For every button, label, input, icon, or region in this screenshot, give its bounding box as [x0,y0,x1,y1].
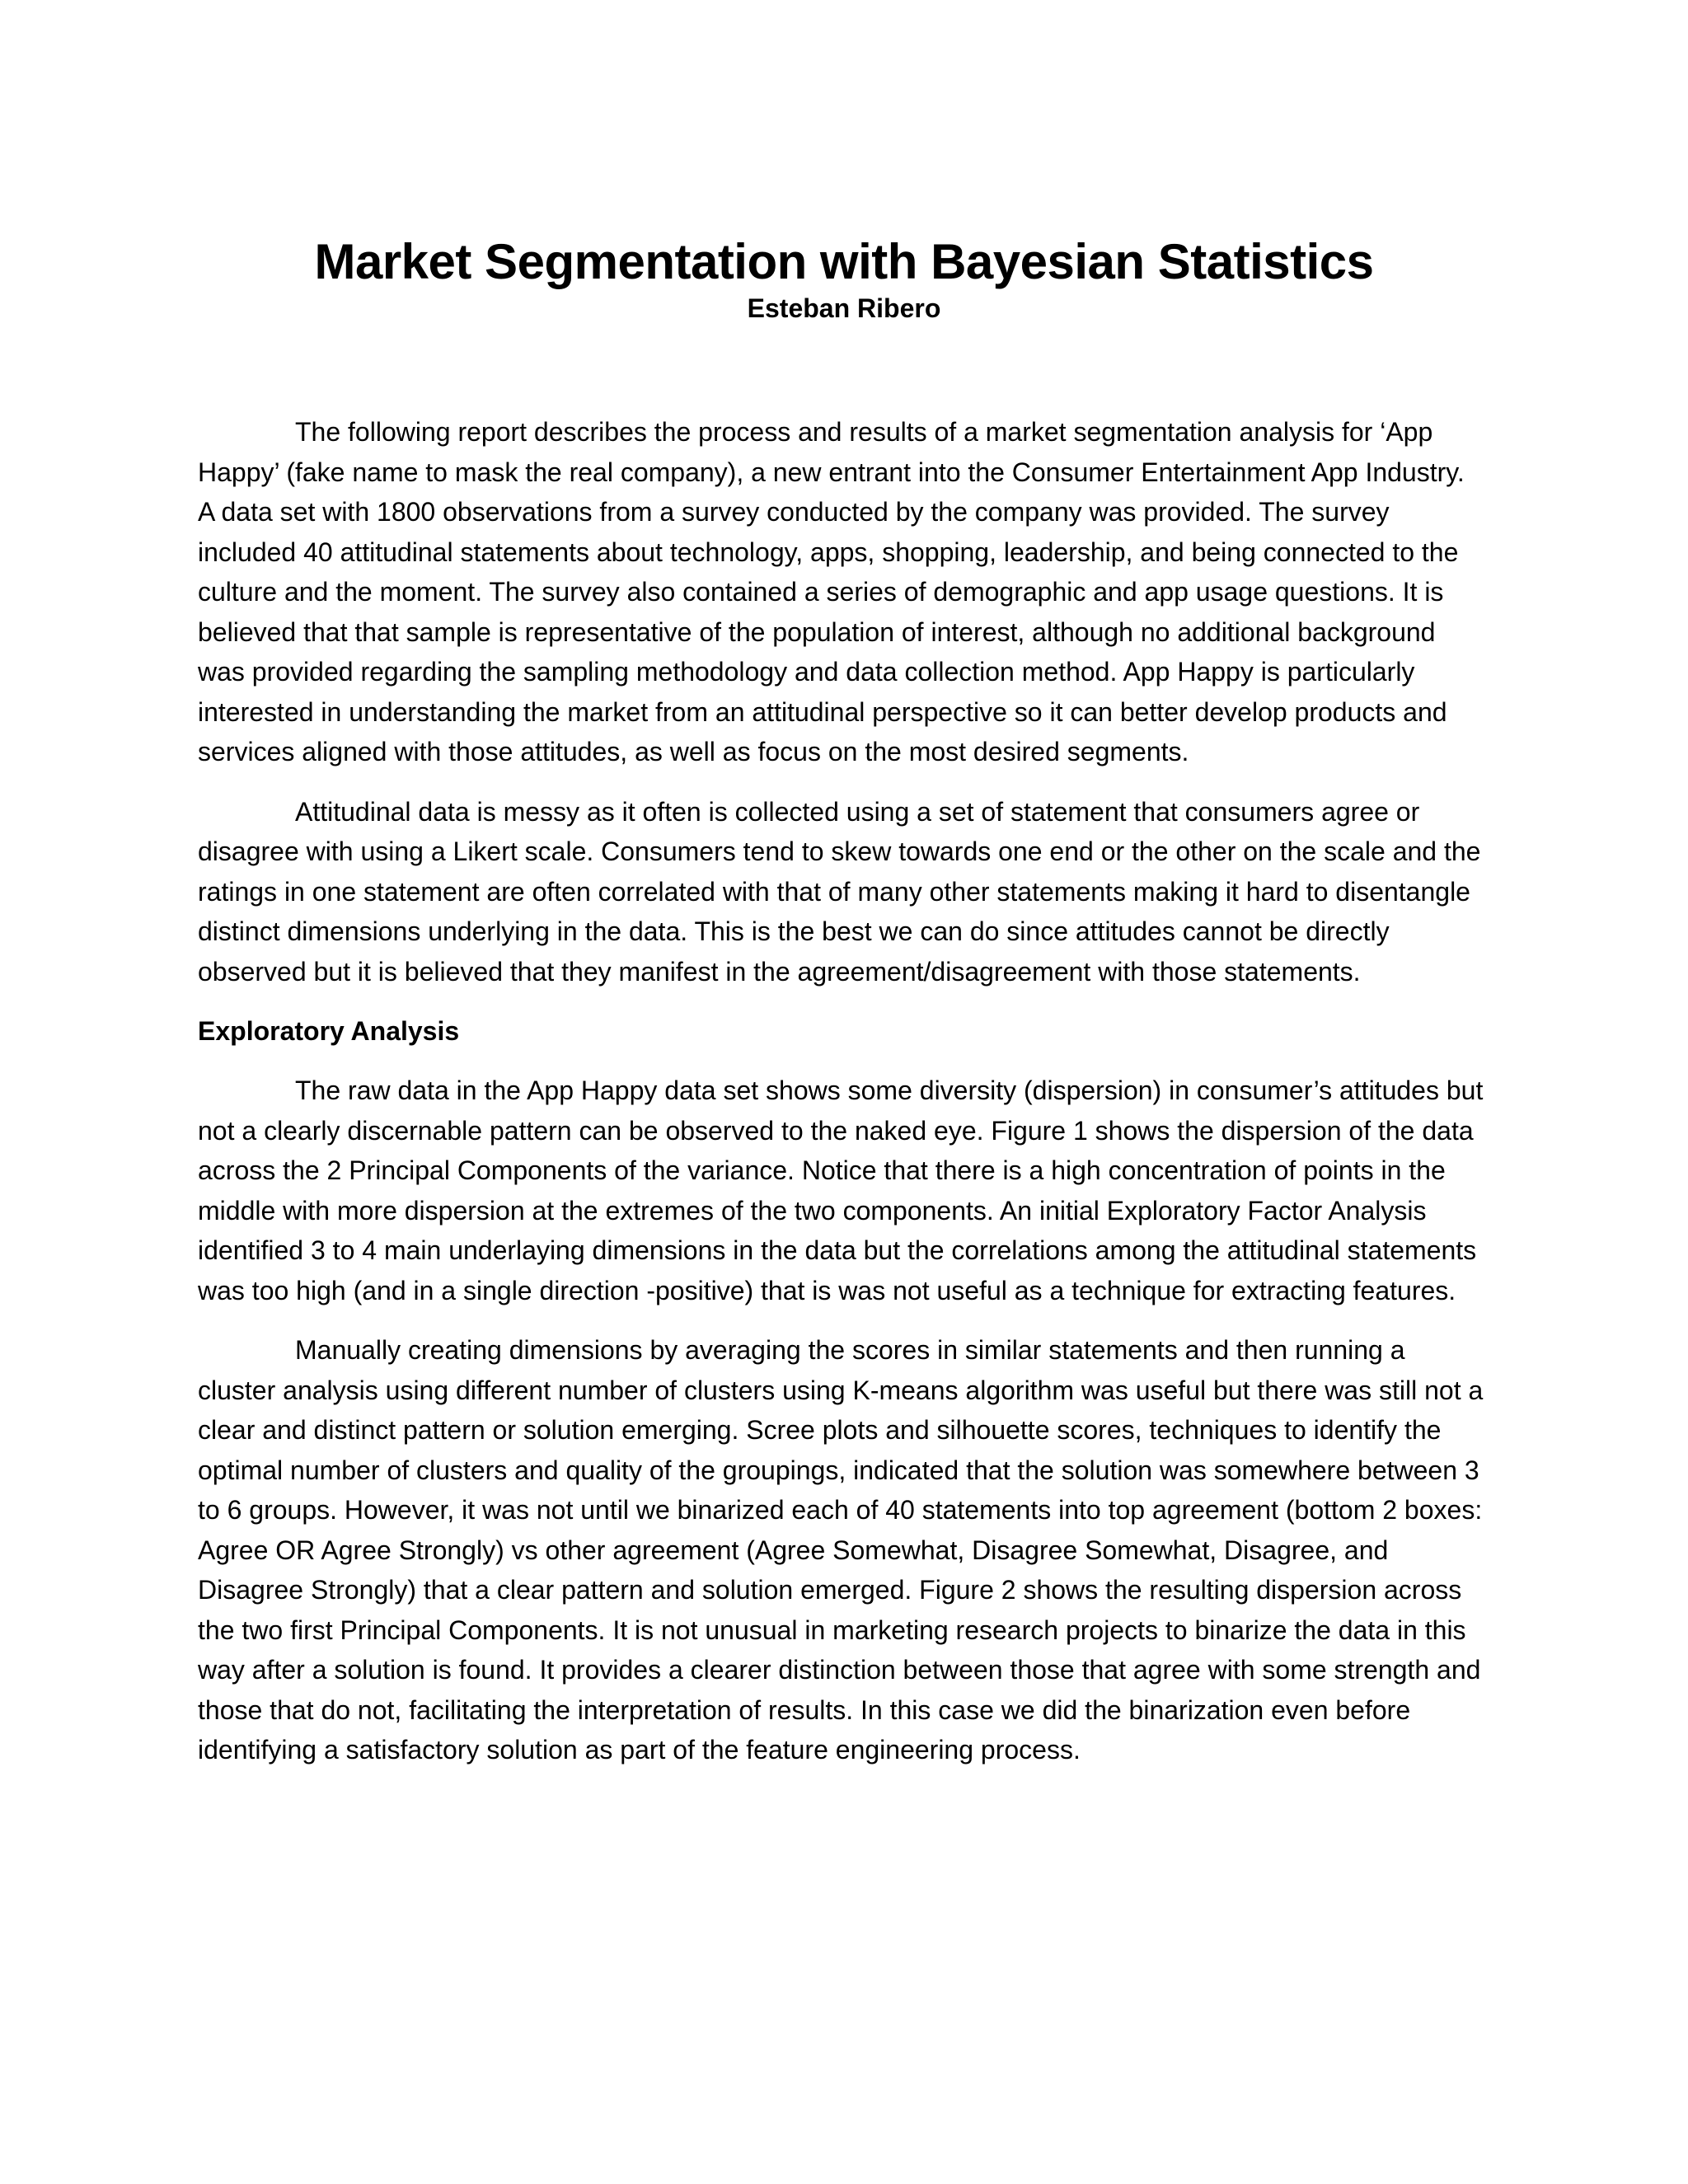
paragraph-exploratory-1: The raw data in the App Happy data set shows some diversity (dispersion) in consumer’s attitudes but not a clearly discernable pattern can be observed to the naked eye. Figure 1 shows the dispersion of the data across the 2 Principal Components of the variance. Notice that there is a high concentration of points in the middle with more dispersion at the extremes of the two components. An initial Exploratory Factor Analysis identified 3 to 4 main underlaying dimensions in the data but the correlations among the attitudinal statements was too high (and in a single direction -positive) that is was not useful as a technique for extracting features. [198,1076,1484,1305]
paragraph-intro-1: The following report describes the process and results of a market segmentation analysis for ‘App Happy’ (fake name to mask the real company), a new entrant into the Consumer Entertainment App Industry. A data set with 1800 observations from a survey conducted by the company was provided. The survey included 40 attitudinal statements about technology, apps, shopping, leadership, and being connected to the culture and the moment. The survey also contained a series of demographic and app usage questions. It is believed that that sample is representative of the population of interest, although no additional background was provided regarding the sampling methodology and data collection method. App Happy is particularly interested in understanding the market from an attitudinal perspective so it can better develop products and services aligned with those attitudes, as well as focus on the most desired segments. [198,417,1465,766]
paragraph-exploratory-2: Manually creating dimensions by averaging the scores in similar statements and then running a cluster analysis using different number of clusters using K-means algorithm was useful but there was still not a clear and distinct pattern or solution emerging. Scree plots and silhouette scores, techniques to identify the optimal number of clusters and quality of the groupings, indicated that the solution was somewhere between 3 to 6 groups. However, it was not until we binarized each of 40 statements into top agreement (bottom 2 boxes: Agree OR Agree Strongly) vs other agreement (Agree Somewhat, Disagree Somewhat, Disagree, and Disagree Strongly) that a clear pattern and solution emerged. Figure 2 shows the resulting dispersion across the two first Principal Components. It is not unusual in marketing research projects to binarize the data in this way after a solution is found. It provides a clearer distinction between those that agree with some strength and those that do not, facilitating the interpretation of results. In this case we did the binarization even before identifying a satisfactory solution as part of the feature engineering process. [198,1335,1484,1765]
document-body [198,412,1484,1790]
document-title: Market Segmentation with Bayesian Statistics [314,234,1374,290]
document-author: Esteban Ribero [747,293,941,323]
paragraph-intro-2: Attitudinal data is messy as it often is collected using a set of statement that consumers agree or disagree with using a Likert scale. Consumers tend to skew towards one end or the other on the scale and the ratings in one statement are often correlated with that of many other statements making it hard to disentangle distinct dimensions underlying in the data. This is the best we can do since attitudes cannot be directly observed but it is believed that they manifest in the agreement/disagreement with those statements. [198,796,1481,987]
section-heading-exploratory-analysis: Exploratory Analysis [198,1016,460,1046]
